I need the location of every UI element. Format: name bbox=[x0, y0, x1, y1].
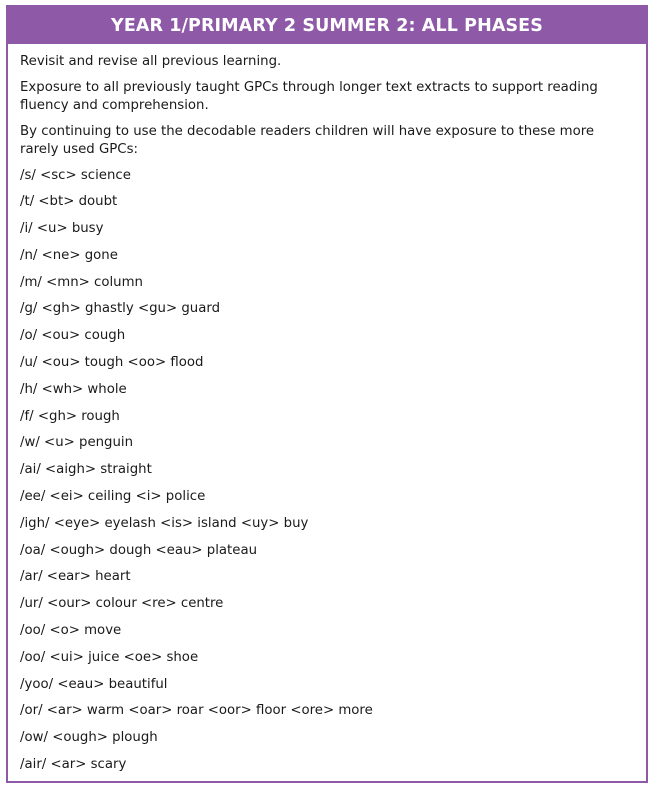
gpc-item: /igh/ <eye> eyelash <is> island <uy> buy bbox=[20, 515, 309, 531]
gpc-item: /oa/ <ough> dough <eau> plateau bbox=[20, 542, 258, 558]
gpc-item: /or/ <ar> warm <oar> roar <oor> floor <ore> more bbox=[20, 703, 373, 719]
gpc-item: /w/ <u> penguin bbox=[20, 435, 134, 451]
gpc-item: /m/ <mn> column bbox=[20, 274, 143, 290]
gpc-item: /s/ <sc> science bbox=[20, 167, 131, 183]
gpc-item: /yoo/ <eau> beautiful bbox=[20, 676, 168, 692]
gpc-item: /oo/ <ui> juice <oe> shoe bbox=[20, 649, 199, 665]
intro-revisit: Revisit and revise all previous learning. bbox=[20, 54, 282, 69]
gpc-item: /h/ <wh> whole bbox=[20, 381, 127, 397]
intro-decodable-readers: By continuing to use the decodable readers children will have exposure to these more rarely used GPCs: bbox=[20, 123, 595, 157]
gpc-item: /ai/ <aigh> straight bbox=[20, 462, 152, 478]
gpc-item: /f/ <gh> rough bbox=[20, 408, 120, 424]
gpc-item: /o/ <ou> cough bbox=[20, 328, 126, 344]
gpc-item: /n/ <ne> gone bbox=[20, 247, 118, 263]
panel-title: YEAR 1/PRIMARY 2 SUMMER 2: ALL PHASES bbox=[111, 15, 543, 36]
intro-exposure: Exposure to all previously taught GPCs through longer text extracts to support reading fluency and comprehension. bbox=[20, 79, 598, 113]
phases-panel bbox=[6, 5, 648, 783]
gpc-list bbox=[20, 167, 632, 783]
gpc-item: /i/ <u> busy bbox=[20, 221, 104, 237]
gpc-item: /t/ <bt> doubt bbox=[20, 194, 118, 210]
gpc-item: /g/ <gh> ghastly <gu> guard bbox=[20, 301, 221, 317]
gpc-item: /ur/ <our> colour <re> centre bbox=[20, 596, 224, 612]
gpc-item: /u/ <ou> tough <oo> flood bbox=[20, 355, 204, 371]
gpc-item: /ee/ <ei> ceiling <i> police bbox=[20, 489, 206, 505]
gpc-item: /air/ <ar> scary bbox=[20, 757, 127, 773]
panel-header bbox=[8, 7, 646, 44]
gpc-item: /ar/ <ear> heart bbox=[20, 569, 131, 585]
gpc-item: /ow/ <ough> plough bbox=[20, 730, 158, 746]
panel-content bbox=[8, 44, 646, 783]
gpc-item: /oo/ <o> move bbox=[20, 623, 122, 639]
